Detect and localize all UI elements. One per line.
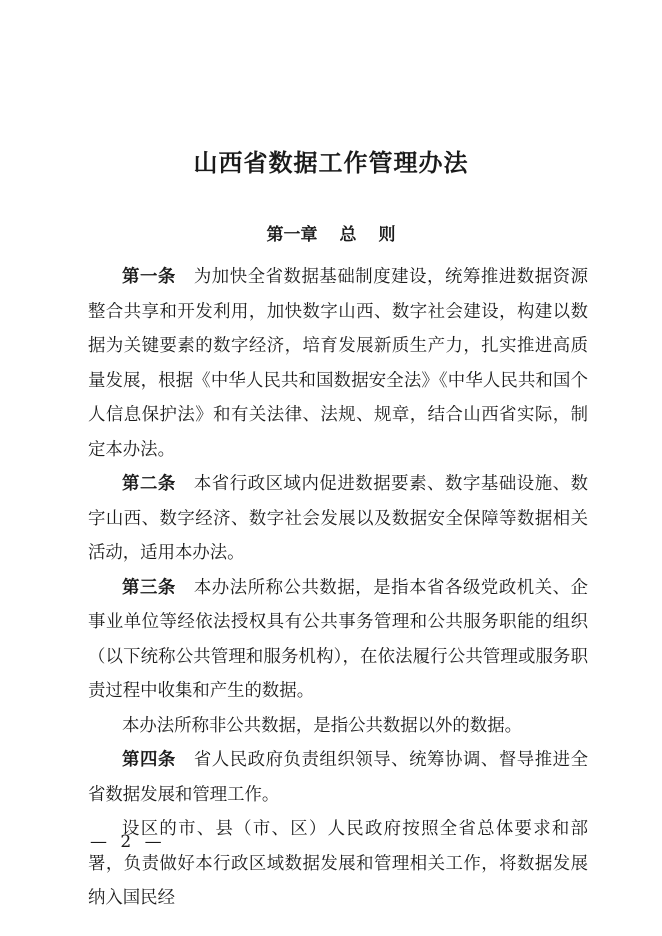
page-number: — 2 — <box>90 832 166 852</box>
article-label: 第一条 <box>122 267 176 287</box>
chapter-heading <box>0 220 662 245</box>
paragraph-text: 本省行政区域内促进数据要素、数字基础设施、数字山西、数字经济、数字社会发展以及数据安全保障等数据相关活动，适用本办法。 <box>88 474 588 563</box>
paragraph-article-4-cont <box>88 812 588 916</box>
paragraph-article-3 <box>88 571 588 709</box>
chapter-name-part-1: 总 <box>339 225 357 245</box>
paragraph-article-1 <box>88 260 588 467</box>
paragraph-text: 本办法所称非公共数据，是指公共数据以外的数据。 <box>122 715 522 736</box>
document-body <box>88 260 588 916</box>
paragraph-text: 为加快全省数据基础制度建设，统筹推进数据资源整合共享和开发利用，加快数字山西、数字社会建设，构建以数据为关键要素的数字经济，培育发展新质生产力，扎实推进高质量发展，根据《中华人民共和国数据安全法》《中华人民共和国个人信息保护法》和有关法律、法规、规章，结合山西省实际，制定本办法。 <box>88 267 588 460</box>
paragraph-text: 设区的市、县（市、区）人民政府按照全省总体要求和部署，负责做好本行政区域数据发展和管理相关工作，将数据发展纳入国民经 <box>88 819 588 908</box>
document-title: 山西省数据工作管理办法 <box>193 148 469 177</box>
paragraph-article-3-cont <box>88 709 588 744</box>
chapter-name-part-2: 则 <box>378 225 396 245</box>
chapter-number: 第一章 <box>266 225 318 245</box>
paragraph-text: 本办法所称公共数据，是指本省各级党政机关、企事业单位等经依法授权具有公共事务管理和公共服务职能的组织（以下统称公共管理和服务机构），在依法履行公共管理或服务职责过程中收集和产生的数据。 <box>88 577 588 701</box>
paragraph-article-4 <box>88 743 588 812</box>
article-label: 第二条 <box>122 474 176 494</box>
article-label: 第三条 <box>122 577 176 598</box>
paragraph-article-2 <box>88 467 588 571</box>
paragraph-text: 省人民政府负责组织领导、统筹协调、督导推进全省数据发展和管理工作。 <box>88 750 588 805</box>
article-label: 第四条 <box>122 750 176 770</box>
